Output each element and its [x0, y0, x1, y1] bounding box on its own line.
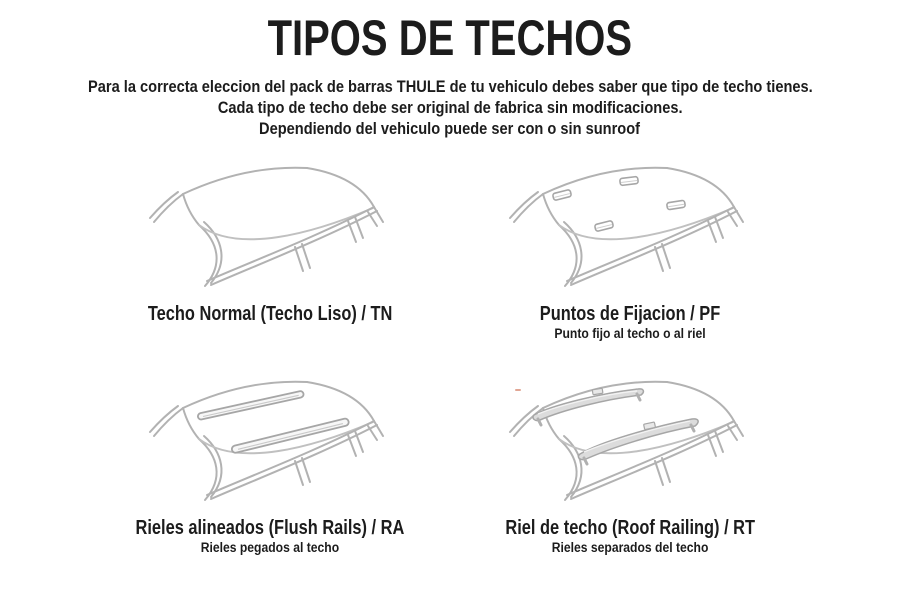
page-title-text: TIPOS DE TECHOS — [267, 10, 633, 66]
roof-type-label: Riel de techo (Roof Railing) / RT — [505, 517, 755, 539]
roof-type-label: Rieles alineados (Flush Rails) / RA — [135, 517, 405, 539]
image-artifact-speck — [515, 389, 521, 391]
roof-type-riel-de-techo — [450, 364, 810, 556]
roof-type-rieles-alineados — [90, 364, 450, 556]
roof-type-puntos-de-fijacion — [450, 150, 810, 342]
intro-line: Cada tipo de techo debe ser original de fabrica sin modificaciones. — [217, 98, 683, 117]
car-roof-raised-rails-icon — [480, 364, 780, 514]
roof-type-sublabel: Punto fijo al techo o al riel — [554, 326, 706, 341]
roof-type-label: Techo Normal (Techo Liso) / TN — [147, 303, 393, 325]
car-roof-flush-rails-icon — [120, 364, 420, 514]
page-title — [0, 12, 900, 64]
car-roof-plain-icon — [120, 150, 420, 300]
roof-type-sublabel — [90, 325, 450, 342]
car-roof-fixpoints-icon — [480, 150, 780, 300]
intro-line: Para la correcta eleccion del pack de barras THULE de tu vehiculo debes saber que tipo de techo tienes. — [87, 77, 813, 96]
roof-types-grid — [90, 150, 810, 556]
roof-type-sublabel: Rieles separados del techo — [551, 540, 709, 555]
intro-text — [0, 76, 900, 139]
fixation-points — [552, 176, 685, 231]
roof-type-sublabel: Rieles pegados al techo — [200, 540, 340, 555]
roof-type-label: Puntos de Fijacion / PF — [539, 303, 721, 325]
roof-type-techo-normal — [90, 150, 450, 342]
intro-line: Dependiendo del vehiculo puede ser con o sin sunroof — [259, 119, 641, 138]
